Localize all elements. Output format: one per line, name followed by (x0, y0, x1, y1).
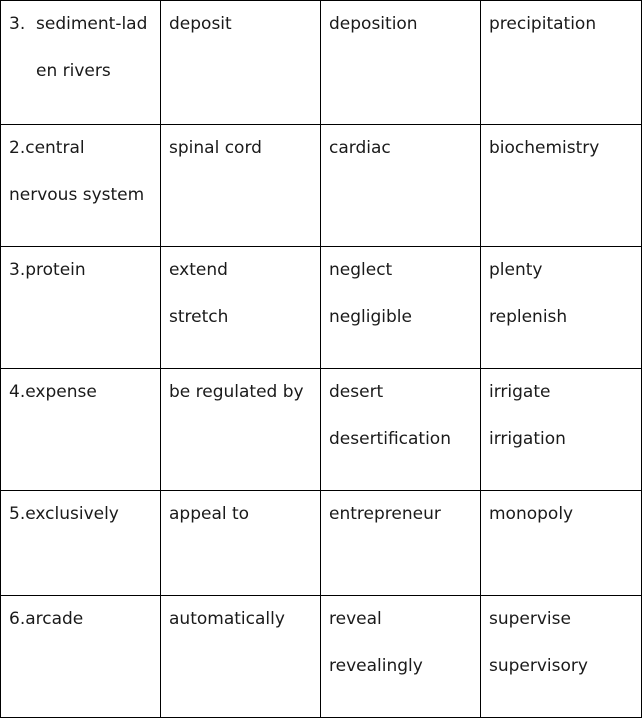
cell-line: irrigation (489, 428, 566, 449)
table-cell (161, 596, 321, 718)
cell-line: spinal cord (169, 138, 262, 158)
table-cell (321, 491, 481, 596)
cell-line: plenty (489, 260, 543, 280)
cell-line: appeal to (169, 504, 250, 524)
table-row (1, 125, 642, 247)
cell-line: 5.exclusively (9, 504, 119, 524)
cell-line: cardiac (329, 138, 391, 158)
table-row (1, 491, 642, 596)
cell-line: biochemistry (489, 138, 600, 158)
cell-line: be regulated by (169, 382, 304, 402)
cell-line: entrepreneur (329, 504, 441, 524)
cell-line: 2.central (9, 138, 85, 158)
cell-line: desertification (329, 428, 451, 449)
cell-line: 3. sediment-lad (9, 14, 148, 34)
table-cell (161, 369, 321, 491)
cell-line: supervise (489, 609, 571, 629)
cell-line: irrigate (489, 382, 551, 402)
cell-line: precipitation (489, 14, 597, 34)
table-cell (161, 247, 321, 369)
table-row (1, 596, 642, 718)
cell-line: negligible (329, 306, 412, 327)
table-cell (481, 125, 642, 247)
cell-line: en rivers (36, 60, 111, 81)
table-cell (481, 247, 642, 369)
table-cell (161, 125, 321, 247)
table-row (1, 247, 642, 369)
cell-line: extend (169, 260, 228, 280)
cell-line: 4.expense (9, 382, 97, 402)
cell-line: neglect (329, 260, 393, 280)
table-row (1, 369, 642, 491)
cell-line: replenish (489, 306, 568, 327)
cell-line: reveal (329, 609, 382, 629)
table-cell (1, 596, 161, 718)
table-cell (161, 1, 321, 125)
table-cell (481, 596, 642, 718)
cell-line: 3.protein (9, 260, 86, 280)
table-cell (321, 1, 481, 125)
table-cell (1, 125, 161, 247)
cell-line: 6.arcade (9, 609, 84, 629)
table-row (1, 1, 642, 125)
cell-line: monopoly (489, 504, 574, 524)
cell-line: deposit (169, 14, 232, 34)
table-cell (481, 1, 642, 125)
table-cell (321, 247, 481, 369)
cell-line: stretch (169, 306, 229, 327)
table-cell (1, 247, 161, 369)
table-cell (321, 369, 481, 491)
table-cell (1, 1, 161, 125)
cell-line: revealingly (329, 655, 423, 676)
table-cell (481, 369, 642, 491)
table-cell (1, 369, 161, 491)
cell-line: automatically (169, 609, 285, 629)
table-cell (321, 125, 481, 247)
table-cell (321, 596, 481, 718)
cell-line: supervisory (489, 655, 588, 676)
cell-line: desert (329, 382, 384, 402)
table-cell (1, 491, 161, 596)
table-cell (481, 491, 642, 596)
cell-line: nervous system (9, 184, 145, 205)
cell-line: deposition (329, 14, 418, 34)
table-cell (161, 491, 321, 596)
